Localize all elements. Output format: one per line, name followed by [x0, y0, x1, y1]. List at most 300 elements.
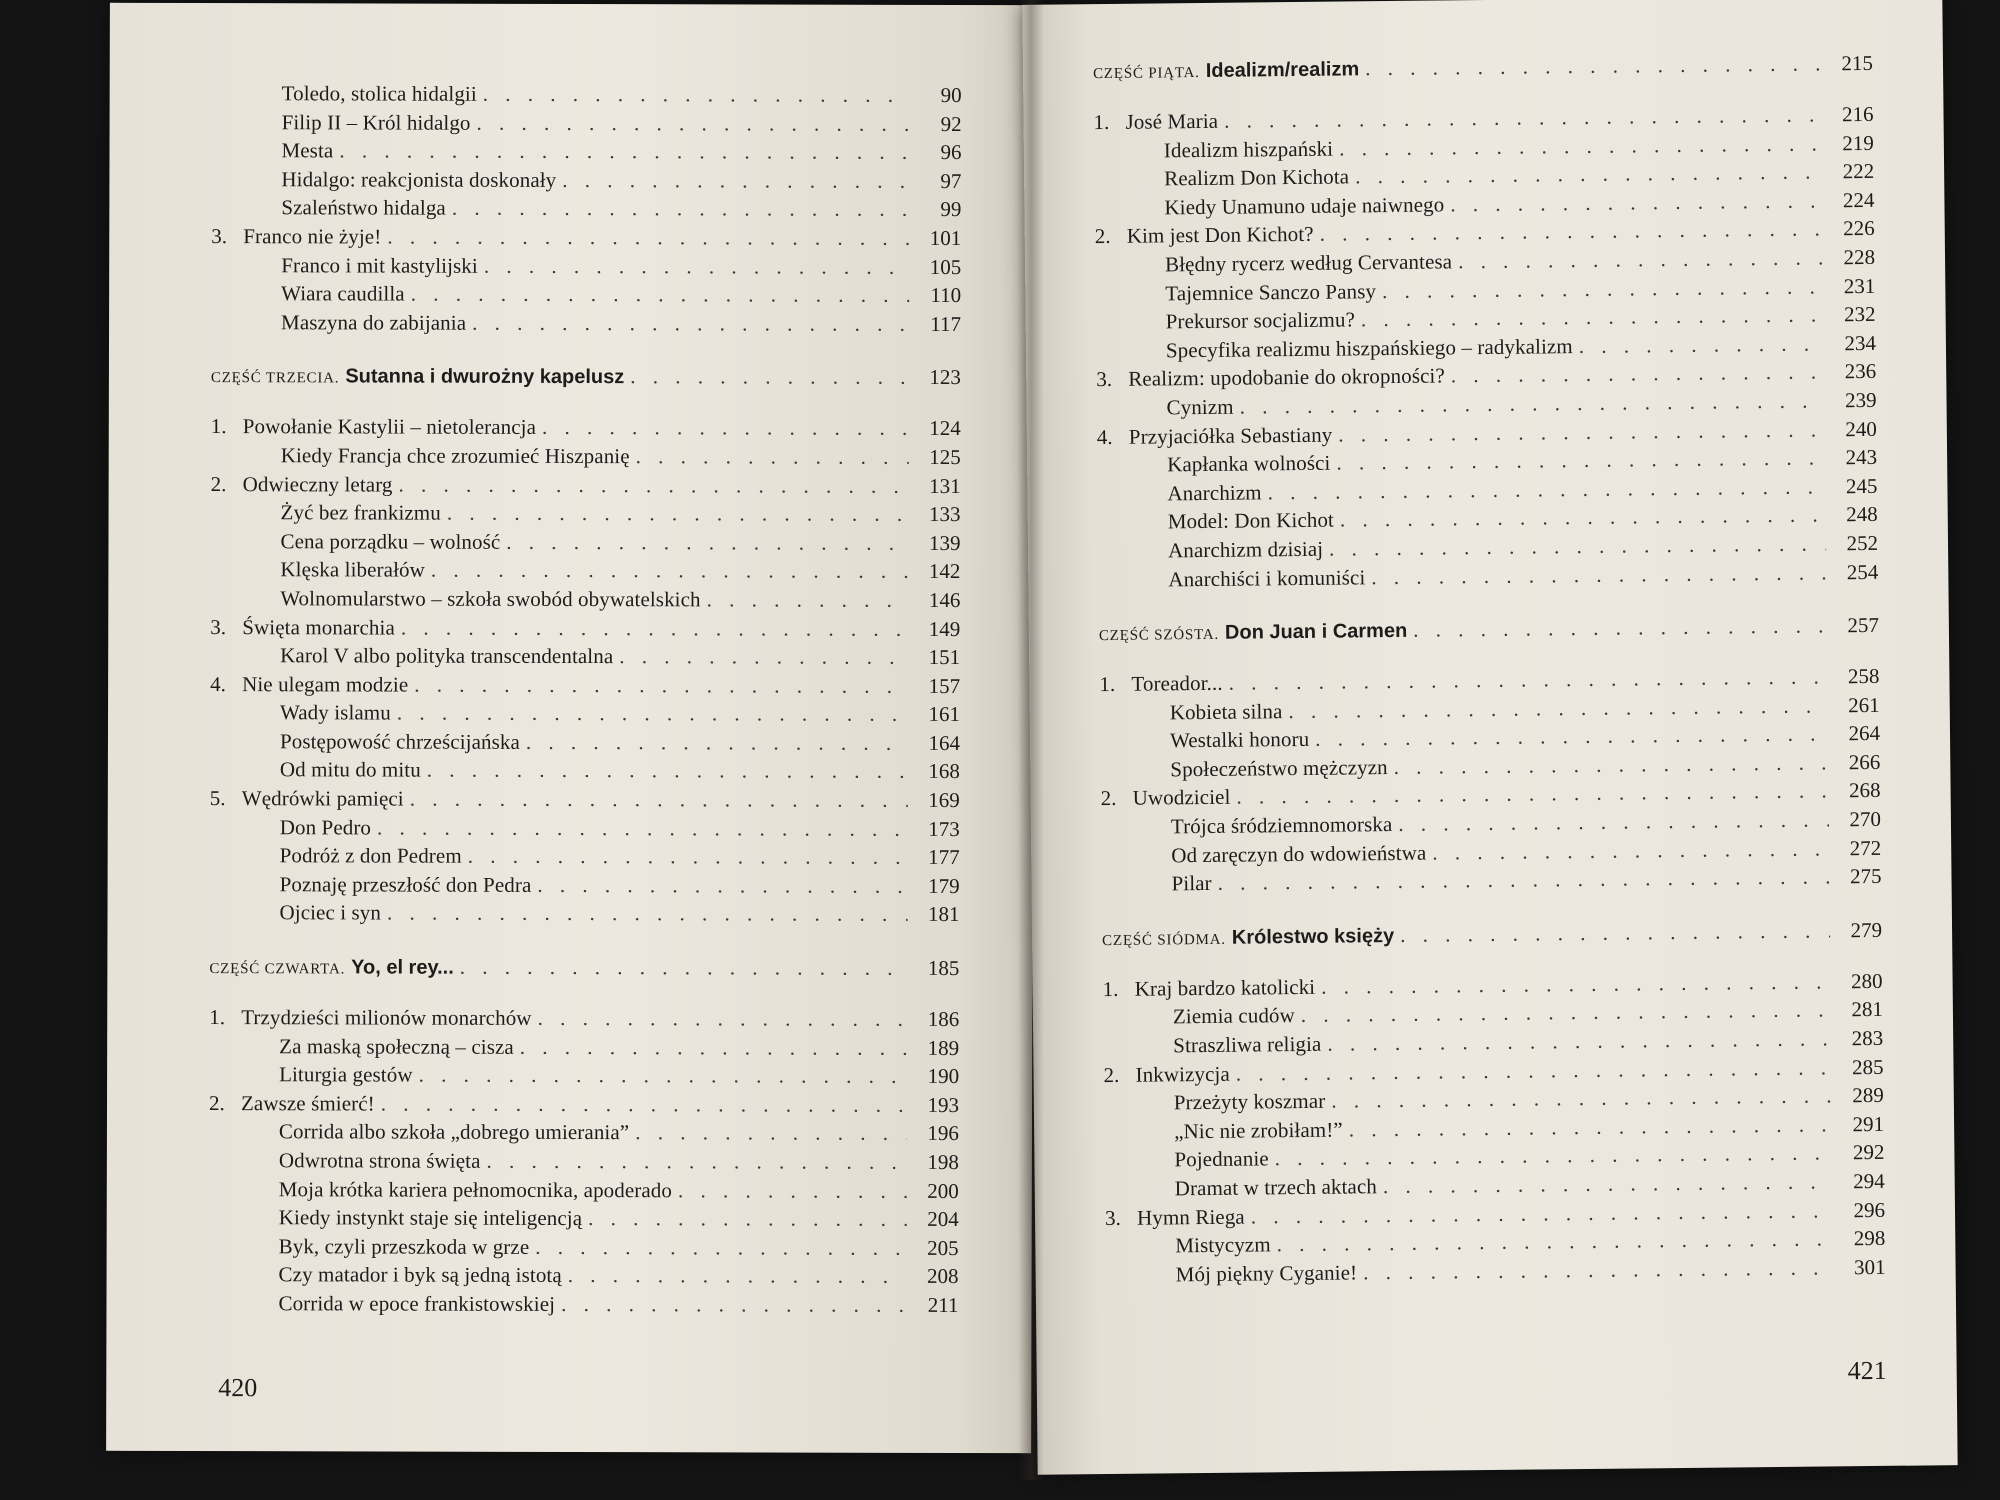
entry-page-number: 292 [1852, 1140, 1885, 1165]
entry-page-number: 157 [928, 673, 961, 698]
entry-title: Przyjaciółka Sebastiany [1128, 422, 1333, 449]
entry-title: Mesta [281, 138, 334, 163]
entry-title: Model: Don Kichot [1167, 507, 1335, 534]
chapter-number [1102, 891, 1172, 892]
entry-page-number: 149 [928, 616, 961, 641]
entry-title: Anarchizm [1167, 480, 1262, 506]
entry-title: Kiedy instynkt staje się inteligencją [278, 1205, 583, 1231]
toc-subentry [209, 1203, 959, 1234]
entry-page-number: 232 [1843, 302, 1876, 327]
entry-title: Anarchizm dzisiaj [1167, 536, 1324, 563]
page-number: 420 [218, 1373, 258, 1403]
entry-page-number: 190 [927, 1064, 960, 1089]
entry-page-number: 222 [1842, 159, 1875, 184]
entry-page-number: 245 [1845, 473, 1878, 498]
chapter-number: 1. [210, 414, 227, 439]
part-label: CZĘŚĆ CZWARTA. [209, 961, 346, 978]
entry-page-number: 133 [929, 502, 961, 527]
toc-part-heading [1099, 610, 1879, 648]
entry-title: Odwieczny letarg [242, 471, 393, 497]
entry-page-number: 226 [1843, 216, 1875, 241]
entry-title: Prekursor socjalizmu? [1165, 307, 1356, 334]
left-page [106, 3, 1035, 1453]
chapter-number [1095, 300, 1165, 301]
entry-title: Kim jest Don Kichot? [1126, 222, 1314, 249]
chapter-number [1100, 776, 1170, 777]
dot-leader [447, 499, 909, 529]
entry-page-number: 270 [1849, 806, 1882, 832]
dot-leader [397, 699, 908, 729]
toc-chapter [210, 613, 960, 644]
entry-title: Realizm Don Kichota [1164, 164, 1350, 191]
chapter-number [1097, 414, 1167, 415]
entry-title: Święta monarchia [242, 614, 395, 640]
entry-page-number: 298 [1853, 1226, 1886, 1251]
toc-subentry [211, 498, 961, 529]
entry-title: Corrida w epoce frankistowskiej [278, 1291, 556, 1316]
dot-leader [410, 785, 908, 815]
entry-page-number: 198 [927, 1149, 959, 1175]
entry-title: Realizm: upodobanie do okropności? [1128, 363, 1445, 392]
dot-leader [377, 813, 908, 843]
entry-page-number: 189 [927, 1035, 960, 1060]
entry-page-number: 99 [940, 197, 962, 222]
entry-title: Szaleństwo hidalga [281, 195, 446, 221]
chapter-number [1098, 586, 1168, 587]
dot-leader [542, 413, 909, 443]
toc-subentry [209, 1175, 959, 1206]
entry-page-number: 179 [928, 873, 960, 898]
dot-leader [468, 842, 908, 872]
entry-page-number: 219 [1842, 130, 1874, 155]
entry-page-number: 234 [1844, 330, 1877, 356]
dot-leader [568, 1261, 907, 1290]
entry-title: „Nic nie zrobiłam!” [1174, 1117, 1343, 1144]
entry-title: Cynizm [1166, 394, 1234, 420]
entry-title: Przeżyty koszmar [1173, 1088, 1326, 1115]
dot-leader [636, 442, 909, 471]
entry-page-number: 110 [930, 283, 962, 308]
entry-page-number: 205 [927, 1235, 959, 1260]
toc-subentry [210, 698, 960, 729]
dot-leader [387, 899, 908, 929]
chapter-number [1103, 1024, 1173, 1025]
entry-page-number: 117 [930, 311, 962, 336]
dot-leader [562, 166, 909, 196]
dot-leader [619, 642, 908, 671]
dot-leader [588, 1204, 907, 1233]
dot-leader [1451, 358, 1825, 391]
entry-title: Wolnomularstwo – szkoła swobód obywatelskich [280, 586, 701, 612]
entry-page-number: 185 [927, 955, 960, 981]
toc-chapter [211, 412, 961, 443]
dot-leader [1218, 863, 1830, 898]
entry-page-number: 279 [1850, 917, 1883, 943]
entry-title: Społeczeństwo mężczyzn [1170, 754, 1388, 782]
entry-page-number: 101 [929, 225, 962, 250]
toc-chapter [209, 1003, 959, 1034]
toc-subentry [209, 1232, 959, 1263]
toc-subentry [210, 756, 960, 787]
chapter-number [1095, 214, 1165, 215]
entry-title: Idealizm hiszpański [1163, 136, 1334, 162]
dot-leader [419, 1061, 908, 1091]
part-title: Don Juan i Carmen [1224, 619, 1408, 644]
entry-title: Liturgia gestów [279, 1062, 413, 1087]
toc-subentry [211, 279, 961, 310]
toc-subentry [209, 1032, 959, 1063]
entry-title: Wady islamu [280, 700, 391, 725]
toc-subentry [209, 1117, 959, 1148]
chapter-number: 4. [1096, 424, 1113, 449]
entry-page-number: 105 [929, 254, 962, 279]
entry-page-number: 231 [1843, 273, 1876, 298]
entry-title: Od mitu do mitu [279, 757, 421, 783]
entry-page-number: 280 [1850, 968, 1883, 994]
entry-title: Pilar [1171, 871, 1212, 896]
entry-page-number: 243 [1845, 445, 1878, 470]
part-label: CZĘŚĆ SIÓDMA. [1102, 931, 1226, 949]
dot-leader [411, 280, 909, 310]
entry-title: Odwrotna strona święta [278, 1148, 481, 1173]
entry-page-number: 239 [1844, 387, 1877, 413]
chapter-number [1098, 557, 1168, 558]
entry-page-number: 268 [1848, 778, 1881, 803]
chapter-number [1094, 157, 1164, 158]
toc-subentry [212, 108, 962, 139]
chapter-number: 4. [210, 671, 226, 696]
chapter-number: 2. [208, 1090, 225, 1115]
entry-page-number: 186 [927, 1006, 960, 1032]
entry-title: Karol V albo polityka transcendentalna [280, 643, 614, 669]
entry-title: Kiedy Unamuno udaje naiwnego [1164, 192, 1445, 220]
right-toc [1093, 48, 1886, 1289]
toc-subentry [210, 584, 960, 615]
toc-subentry [210, 727, 960, 758]
entry-page-number: 301 [1853, 1254, 1886, 1279]
chapter-number: 3. [211, 224, 228, 249]
entry-title: Westalki honoru [1169, 727, 1310, 753]
entry-page-number: 139 [928, 530, 961, 555]
dot-leader [1413, 611, 1827, 645]
entry-page-number: 264 [1848, 721, 1881, 746]
entry-title: Ziemia cudów [1172, 1003, 1295, 1029]
entry-title: Don Pedro [279, 814, 372, 840]
toc-chapter [209, 1089, 959, 1120]
entry-page-number: 131 [929, 473, 961, 498]
entry-title: Uwodziciel [1132, 785, 1231, 811]
part-label: CZĘŚĆ PIĄTA. [1092, 65, 1200, 83]
dot-leader [414, 670, 908, 700]
entry-page-number: 193 [927, 1092, 960, 1117]
entry-title: Od zaręczyn do wdowieństwa [1171, 840, 1427, 868]
entry-page-number: 294 [1853, 1168, 1885, 1194]
entry-page-number: 196 [927, 1121, 959, 1146]
entry-title: Poznaję przeszłość don Pedra [279, 872, 532, 897]
dot-leader [1382, 272, 1824, 305]
entry-title: Cena porządku – wolność [280, 528, 501, 554]
toc-subentry [210, 870, 960, 901]
toc-subentry [209, 1060, 959, 1091]
entry-page-number: 266 [1848, 749, 1881, 775]
dot-leader [1365, 48, 1821, 83]
dot-leader [484, 251, 909, 281]
entry-title: Filip II – Król hidalgo [281, 109, 471, 135]
entry-title: Byk, czyli przeszkoda w grze [278, 1234, 530, 1259]
chapter-number [1105, 1167, 1175, 1168]
toc-subentry [209, 898, 959, 929]
entry-title: Podróż z don Pedrem [279, 843, 462, 868]
chapter-number [1095, 271, 1165, 272]
toc-part-heading [211, 360, 961, 392]
entry-page-number: 151 [928, 645, 961, 670]
toc-subentry [211, 251, 961, 282]
toc-subentry [211, 136, 961, 167]
dot-leader [707, 585, 909, 614]
chapter-number [1094, 186, 1164, 187]
entry-title: Toreador... [1131, 670, 1223, 696]
entry-page-number: 204 [927, 1207, 959, 1232]
dot-leader [506, 528, 908, 558]
toc-part-heading [1102, 915, 1882, 953]
entry-title: Powołanie Kastylii – nietolerancja [242, 414, 537, 440]
entry-title: Nie ulegam modzie [242, 671, 409, 697]
entry-title: Wędrówki pamięci [241, 786, 404, 811]
dot-leader [431, 556, 909, 586]
entry-title: Trzydzieści milionów monarchów [241, 1005, 532, 1030]
chapter-number [1098, 529, 1168, 530]
dot-leader [535, 1233, 906, 1263]
part-title: Królestwo księży [1231, 924, 1395, 949]
entry-page-number: 248 [1846, 502, 1878, 527]
dot-leader [678, 1176, 907, 1205]
dot-leader [526, 728, 908, 758]
chapter-number [1104, 1110, 1174, 1111]
entry-title: José Maria [1125, 108, 1219, 134]
dot-leader [483, 80, 910, 110]
entry-title: Wiara caudilla [281, 281, 405, 306]
right-page [1022, 0, 1957, 1475]
chapter-number: 1. [1093, 109, 1110, 135]
entry-page-number: 142 [928, 559, 961, 584]
dot-leader [1394, 748, 1829, 781]
dot-leader [401, 613, 908, 643]
entry-title: Mój piękny Cyganie! [1175, 1260, 1358, 1287]
toc-subentry [211, 165, 961, 196]
dot-leader [381, 1089, 907, 1119]
chapter-number [1101, 833, 1171, 834]
chapter-number [1100, 748, 1170, 749]
entry-page-number: 177 [928, 845, 960, 870]
dot-leader [561, 1290, 906, 1319]
entry-title: Ojciec i syn [279, 900, 382, 925]
dot-leader [399, 470, 909, 500]
entry-page-number: 200 [927, 1178, 959, 1203]
dot-leader [452, 194, 910, 224]
dot-leader [520, 1032, 907, 1062]
dot-leader [387, 222, 909, 252]
entry-title: Hidalgo: reakcjonista doskonały [281, 167, 557, 192]
entry-page-number: 275 [1849, 864, 1882, 889]
chapter-number: 2. [1103, 1062, 1120, 1087]
entry-page-number: 272 [1849, 835, 1882, 860]
entry-page-number: 164 [928, 730, 960, 755]
entry-page-number: 236 [1844, 359, 1877, 384]
dot-leader [537, 871, 907, 901]
entry-page-number: 123 [929, 365, 961, 390]
chapter-number [1105, 1253, 1175, 1254]
entry-page-number: 296 [1853, 1197, 1886, 1222]
entry-page-number: 181 [927, 902, 960, 927]
entry-page-number: 168 [928, 759, 960, 784]
chapter-number: 3. [1096, 367, 1113, 392]
entry-page-number: 173 [928, 816, 960, 841]
toc-part-heading [209, 951, 959, 983]
entry-page-number: 161 [928, 702, 961, 727]
entry-page-number: 254 [1846, 559, 1879, 584]
entry-title: Hymn Riega [1136, 1204, 1245, 1230]
toc-subentry [211, 441, 961, 472]
entry-title: Żyć bez frankizmu [280, 500, 441, 525]
entry-title: Kobieta silna [1169, 698, 1283, 725]
entry-title: Trójca śródziemnomorska [1170, 812, 1393, 839]
dot-leader [1400, 915, 1830, 950]
entry-title: Za maską społeczną – cisza [279, 1033, 514, 1059]
entry-page-number: 92 [940, 111, 962, 136]
entry-title: Pojednanie [1174, 1146, 1269, 1172]
chapter-number: 1. [209, 1005, 226, 1030]
chapter-number: 2. [210, 471, 227, 496]
entry-title: Dramat w trzech aktach [1174, 1174, 1378, 1201]
dot-leader [635, 1119, 907, 1148]
entry-title: Postępowość chrześcijańska [279, 729, 520, 754]
dot-leader [486, 1147, 906, 1177]
toc-chapter [210, 670, 960, 701]
toc-subentry [209, 1260, 959, 1291]
part-label: CZĘŚĆ TRZECIA. [210, 370, 340, 387]
toc-subentry [210, 813, 960, 844]
chapter-number [1096, 329, 1166, 330]
part-title: Sutanna i dwurożny kapelusz [345, 365, 625, 389]
part-title: Yo, el rey... [351, 956, 454, 979]
toc-subentry [210, 841, 960, 872]
entry-page-number: 252 [1846, 530, 1879, 556]
entry-title: Specyfika realizmu hiszpańskiego – radykalizm [1165, 333, 1573, 363]
chapter-number [1103, 1052, 1173, 1053]
dot-leader [1450, 186, 1822, 218]
dot-leader [1371, 558, 1826, 591]
chapter-number [1104, 1138, 1174, 1139]
entry-page-number: 208 [927, 1264, 959, 1289]
left-toc [208, 79, 961, 1320]
entry-title: Kapłanka wolności [1167, 450, 1331, 477]
entry-title: Corrida albo szkoła „dobrego umierania” [278, 1119, 630, 1145]
entry-page-number: 285 [1851, 1054, 1884, 1079]
chapter-number [1106, 1281, 1176, 1282]
toc-part-heading [1093, 48, 1873, 86]
entry-page-number: 258 [1847, 664, 1880, 689]
toc-subentry [210, 641, 960, 672]
entry-page-number: 224 [1842, 187, 1875, 213]
entry-page-number: 240 [1845, 416, 1877, 441]
toc-chapter [211, 222, 961, 253]
page-number: 421 [1847, 1355, 1887, 1386]
entry-title: Franco i mit kastylijski [281, 252, 478, 278]
toc-subentry [212, 79, 962, 110]
book-gutter [1018, 0, 1044, 1480]
entry-page-number: 228 [1843, 244, 1876, 270]
entry-page-number: 283 [1851, 1025, 1884, 1051]
chapter-number [1097, 471, 1167, 472]
entry-page-number: 146 [928, 587, 961, 612]
entry-title: Klęska liberałów [280, 557, 425, 582]
chapter-number [1100, 719, 1170, 720]
entry-page-number: 289 [1852, 1083, 1884, 1108]
chapter-number [1098, 500, 1168, 501]
toc-chapter [211, 470, 961, 501]
toc-subentry [210, 555, 960, 586]
entry-page-number: 216 [1841, 101, 1874, 127]
toc-subentry [208, 1289, 958, 1320]
entry-title: Czy matador i byk są jedną istotą [278, 1262, 562, 1288]
entry-title: Mistycyzm [1175, 1232, 1271, 1258]
chapter-number: 5. [209, 786, 226, 811]
entry-title: Straszliwa religia [1173, 1031, 1322, 1058]
entry-title: Moja krótka kariera pełnomocnika, apoderado [278, 1176, 673, 1202]
entry-page-number: 215 [1841, 50, 1874, 76]
entry-page-number: 261 [1848, 692, 1880, 717]
entry-page-number: 124 [929, 416, 961, 441]
dot-leader [630, 361, 909, 392]
entry-page-number: 96 [940, 140, 962, 165]
entry-title: Zawsze śmierć! [240, 1090, 375, 1116]
entry-title: Tajemnice Sanczo Pansy [1165, 278, 1377, 305]
dot-leader [427, 756, 908, 786]
dot-leader [472, 308, 909, 338]
entry-page-number: 90 [940, 82, 962, 108]
dot-leader [339, 137, 909, 167]
entry-page-number: 257 [1847, 613, 1879, 638]
dot-leader [460, 952, 908, 983]
chapter-number: 3. [1104, 1205, 1121, 1230]
dot-leader [1579, 329, 1824, 360]
entry-page-number: 125 [929, 444, 961, 469]
toc-subentry [210, 527, 960, 558]
entry-title: Błędny rycerz według Cervantesa [1164, 249, 1453, 277]
chapter-number [1096, 357, 1166, 358]
entry-title: Inkwizycja [1135, 1061, 1230, 1087]
entry-page-number: 97 [940, 168, 962, 193]
chapter-number: 2. [1100, 786, 1117, 811]
entry-page-number: 211 [927, 1292, 959, 1317]
dot-leader [1432, 834, 1829, 867]
toc-subentry [209, 1146, 959, 1177]
chapter-number: 2. [1094, 224, 1111, 249]
entry-title: Kraj bardzo katolicki [1134, 974, 1316, 1001]
entry-page-number: 281 [1851, 997, 1884, 1022]
dot-leader [538, 1004, 908, 1034]
chapter-number [1105, 1195, 1175, 1196]
toc-chapter [210, 784, 960, 815]
entry-title: Franco nie żyje! [243, 224, 382, 249]
dot-leader [1363, 1253, 1834, 1287]
dot-leader [1398, 806, 1829, 839]
toc-subentry [211, 308, 961, 339]
entry-title: Anarchiści i komuniści [1168, 564, 1366, 591]
chapter-number: 3. [210, 614, 227, 639]
toc-subentry [211, 193, 961, 224]
dot-leader [1458, 243, 1823, 275]
